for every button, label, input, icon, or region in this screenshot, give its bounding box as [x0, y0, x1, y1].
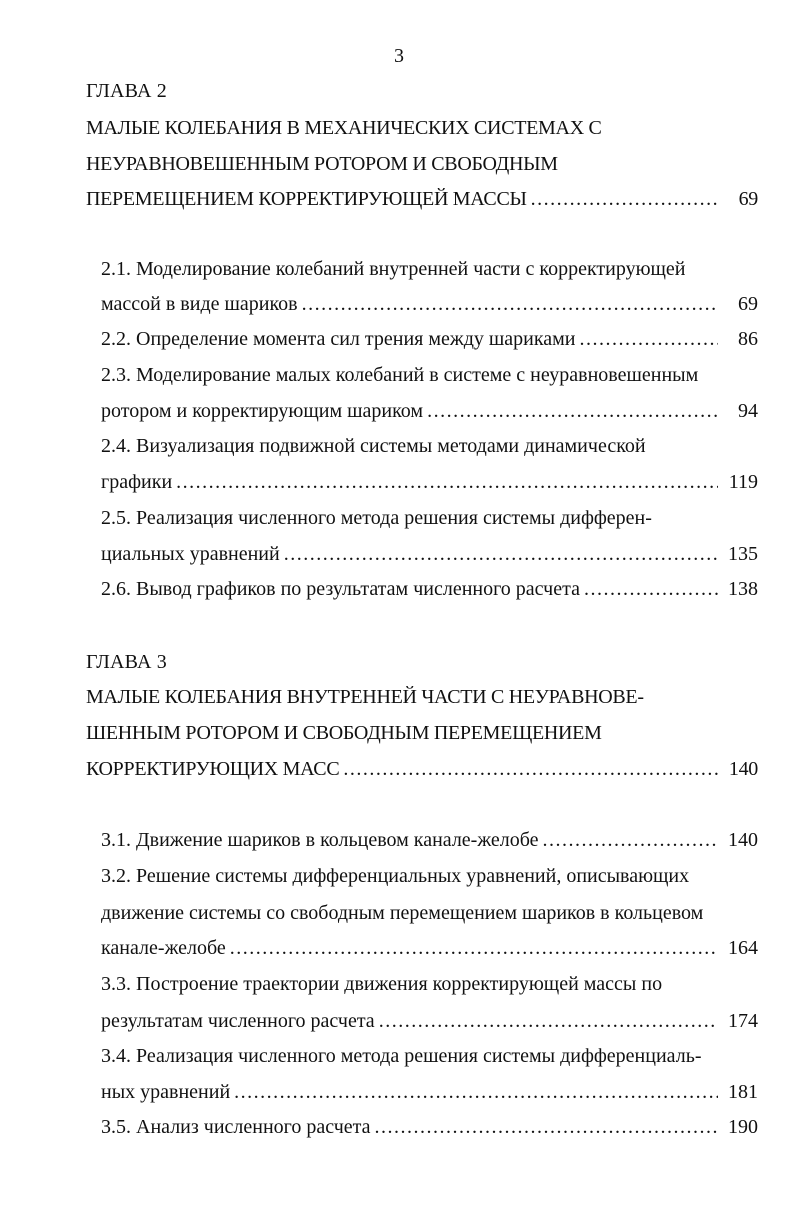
page-ref: 119: [728, 471, 758, 493]
entry-leader-line: [101, 328, 758, 351]
entry-text-line: канале-желобе: [101, 937, 226, 959]
entry-text-line: 2.4. Визуализация подвижной системы методами динамической: [101, 435, 646, 457]
page-ref: 140: [728, 829, 758, 851]
entry-text-line: массой в виде шариков: [101, 293, 298, 315]
entry-leader-line: [101, 937, 758, 960]
page-ref: 174: [728, 1010, 758, 1032]
entry-text-line: ных уравнений: [101, 1081, 231, 1103]
toc-entry-chapter-2[interactable]: [86, 188, 758, 211]
page-ref: 190: [728, 1116, 758, 1138]
entry-leader-line: [101, 1116, 758, 1139]
toc-entry-chapter-3[interactable]: [86, 758, 758, 781]
entry-text-line: ротором и корректирующим шариком: [101, 400, 424, 422]
dot-leader: [531, 188, 718, 211]
entry-text-line: 2.2. Определение момента сил трения между шариками: [101, 328, 576, 350]
dot-leader: [580, 328, 718, 351]
page-ref: 164: [728, 937, 758, 959]
entry-text-line: 3.3. Построение траектории движения корректирующей массы по: [101, 973, 663, 995]
entry-text-line: циальных уравнений: [101, 543, 280, 565]
dot-leader: [543, 829, 718, 852]
page-ref: 140: [728, 758, 758, 780]
entry-leader-line: [101, 578, 758, 601]
entry-text-line: 2.5. Реализация численного метода решения системы дифферен-: [101, 507, 652, 529]
chapter-title-line: МАЛЫЕ КОЛЕБАНИЯ ВНУТРЕННЕЙ ЧАСТИ С НЕУРАВНОВЕ-: [86, 686, 644, 708]
entry-leader-line: [101, 293, 758, 316]
chapter-title-line: НЕУРАВНОВЕШЕННЫМ РОТОРОМ И СВОБОДНЫМ: [86, 153, 558, 175]
chapter-title-line: МАЛЫЕ КОЛЕБАНИЯ В МЕХАНИЧЕСКИХ СИСТЕМАХ С: [86, 117, 602, 139]
entry-text-line: 3.2. Решение системы дифференциальных уравнений, описывающих: [101, 865, 690, 887]
entry-leader-line: [101, 829, 758, 852]
chapter-title-line: ШЕННЫМ РОТОРОМ И СВОБОДНЫМ ПЕРЕМЕЩЕНИЕМ: [86, 722, 602, 744]
dot-leader: [234, 1081, 718, 1104]
page-ref: 69: [738, 188, 758, 210]
dot-leader: [343, 758, 718, 781]
entry-leader-line: [101, 1010, 758, 1033]
entry-text-line: 2.3. Моделирование малых колебаний в системе с неуравновешенным: [101, 364, 699, 386]
entry-text-line: движение системы со свободным перемещением шариков в кольцевом: [101, 902, 704, 924]
page-ref: 138: [728, 578, 758, 600]
chapter-title-line: КОРРЕКТИРУЮЩИХ МАСС: [86, 758, 340, 780]
dot-leader: [284, 543, 718, 566]
entry-leader-line: [101, 471, 758, 494]
page-ref: 181: [728, 1081, 758, 1103]
entry-text-line: 2.6. Вывод графиков по результатам численного расчета: [101, 578, 580, 600]
page-ref: 135: [728, 543, 758, 565]
chapter-title-line: ПЕРЕМЕЩЕНИЕМ КОРРЕКТИРУЮЩЕЙ МАССЫ: [86, 188, 527, 210]
entry-text-line: 3.1. Движение шариков в кольцевом канале-желобе: [101, 829, 539, 851]
page-ref: 86: [738, 328, 758, 350]
dot-leader: [230, 937, 718, 960]
dot-leader: [379, 1010, 718, 1033]
chapter-label: ГЛАВА 3: [86, 651, 167, 673]
entry-leader-line: [101, 400, 758, 423]
dot-leader: [427, 400, 718, 423]
entry-leader-line: [101, 1081, 758, 1104]
page-ref: 94: [738, 400, 758, 422]
entry-leader-line: [101, 543, 758, 566]
entry-text-line: 2.1. Моделирование колебаний внутренней части с корректирующей: [101, 258, 686, 280]
page-number: 3: [394, 45, 404, 67]
page-ref: 69: [738, 293, 758, 315]
entry-text-line: 3.5. Анализ численного расчета: [101, 1116, 371, 1138]
dot-leader: [584, 578, 718, 601]
chapter-label: ГЛАВА 2: [86, 80, 167, 102]
dot-leader: [176, 471, 718, 494]
dot-leader: [302, 293, 718, 316]
entry-text-line: 3.4. Реализация численного метода решения системы дифференциаль-: [101, 1045, 702, 1067]
entry-text-line: результатам численного расчета: [101, 1010, 375, 1032]
dot-leader: [375, 1116, 718, 1139]
entry-text-line: графики: [101, 471, 173, 493]
